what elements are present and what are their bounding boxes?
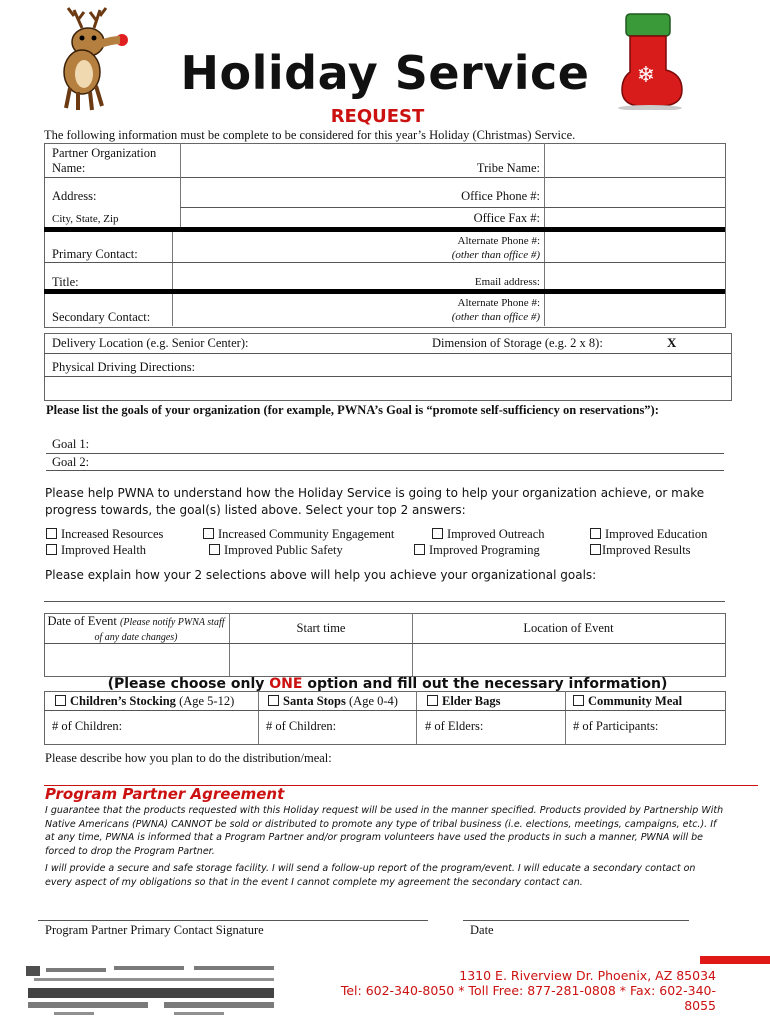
option-improved-results[interactable]: Improved Results <box>590 543 691 558</box>
primary-contact-label: Primary Contact: <box>52 247 138 261</box>
tribe-name-label: Tribe Name: <box>476 161 540 175</box>
num-participants-label: # of Participants: <box>573 719 659 733</box>
signature-field[interactable] <box>38 896 428 919</box>
event-start-field[interactable] <box>230 644 411 674</box>
email-label: Email address: <box>474 276 540 288</box>
option-childrens-stocking[interactable]: Children’s Stocking (Age 5-12) <box>55 694 234 709</box>
event-date-field[interactable] <box>45 644 228 674</box>
option-improved-education[interactable]: Improved Education <box>590 527 707 542</box>
goal1-label: Goal 1: <box>52 437 90 451</box>
intro-text: The following information must be complete to be considered for this year’s Holiday (Christmas) Service. <box>44 128 576 142</box>
option-santa-stops[interactable]: Santa Stops (Age 0-4) <box>268 694 398 709</box>
num-children-stocking-label: # of Children: <box>52 719 123 733</box>
num-elders-label: # of Elders: <box>425 719 484 733</box>
explain-field[interactable] <box>44 585 724 600</box>
checkbox-icon <box>414 544 425 555</box>
option-improved-health[interactable]: Improved Health <box>46 543 146 558</box>
agreement-heading: Program Partner Agreement <box>45 785 285 803</box>
alt-phone-field[interactable] <box>545 233 723 261</box>
option-elder-bags[interactable]: Elder Bags <box>427 694 500 709</box>
email-field[interactable] <box>545 263 723 288</box>
option-improved-safety[interactable]: Improved Public Safety <box>209 543 343 558</box>
storage-x-mark: X <box>667 335 677 350</box>
goal2-label: Goal 2: <box>52 455 90 469</box>
event-location-header: Location of Event <box>523 621 614 635</box>
svg-text:❄: ❄ <box>636 63 656 88</box>
delivery-location-label: Delivery Location (e.g. Senior Center): <box>52 336 249 350</box>
pwna-logo-icon <box>24 962 279 1020</box>
footer-address: 1310 E. Riverview Dr. Phoenix, AZ 85034 Tel: 602-340-8050 * Toll Free: 877-281-0808 * Fax: 602-340- 8055 <box>340 968 716 1013</box>
goals-prompt: Please list the goals of your organization (for example, PWNA’s Goal is “promote self-sufficiency on reservations”): <box>46 403 659 417</box>
driving-directions-field[interactable] <box>45 377 729 398</box>
title-label: Title: <box>52 275 79 289</box>
footer-accent-bar <box>700 956 770 964</box>
signature-label: Program Partner Primary Contact Signature <box>45 923 264 937</box>
driving-directions-label: Physical Driving Directions: <box>52 360 196 374</box>
checkbox-icon <box>46 544 57 555</box>
option-increased-community[interactable]: Increased Community Engagement <box>203 527 394 542</box>
office-phone-field[interactable] <box>545 178 723 206</box>
checkbox-icon <box>573 695 584 706</box>
help-text: Please help PWNA to understand how the Holiday Service is going to help your organization achieve, or make progress towards, the goal(s) listed above. Select your top 2 answers: <box>45 486 705 517</box>
option-improved-programing[interactable]: Improved Programing <box>414 543 540 558</box>
checkbox-icon <box>590 528 601 539</box>
checkbox-icon <box>432 528 443 539</box>
primary-contact-field[interactable] <box>173 233 543 261</box>
checkbox-icon <box>203 528 214 539</box>
goal1-field[interactable] <box>100 436 720 452</box>
option-community-meal[interactable]: Community Meal <box>573 694 682 709</box>
secondary-contact-label: Secondary Contact: <box>52 310 151 324</box>
checkbox-icon <box>209 544 220 555</box>
goal2-field[interactable] <box>100 454 720 470</box>
event-date-header: Date of Event (Please notify PWNA staff of any date changes) <box>47 614 225 643</box>
describe-distribution-label: Please describe how you plan to do the distribution/meal: <box>45 751 332 765</box>
alt-phone2-label: Alternate Phone #: (other than office #) <box>451 297 540 323</box>
checkbox-icon <box>427 695 438 706</box>
option-improved-outreach[interactable]: Improved Outreach <box>432 527 545 542</box>
city-state-zip-label: City, State, Zip <box>52 213 119 225</box>
option-increased-resources[interactable]: Increased Resources <box>46 527 163 542</box>
explain-text: Please explain how your 2 selections above will help you achieve your organizational goals: <box>45 568 597 582</box>
alt-phone-label: Alternate Phone #: (other than office #) <box>451 235 540 261</box>
event-location-field[interactable] <box>413 644 723 674</box>
date-field[interactable] <box>463 896 689 919</box>
tribe-name-field[interactable] <box>545 144 723 176</box>
page-subtitle: REQUEST <box>330 106 425 127</box>
options-heading: (Please choose only ONE option and fill out the necessary information) <box>107 676 668 692</box>
checkbox-icon <box>590 544 601 555</box>
agreement-paragraph-1: I guarantee that the products requested with this Holiday request will be used in the manner specified. Products provided by Partnership With Native Americans (PWNA) CANNOT be sold or distributed to promote any type of tribal business (i.e. elections, meetings, campaigns, etc.). If at any time, PWNA is informed that a Program Partner and/or program volunteers have used the products in such a manner, PWNA will be forced to drop the Program Partner. <box>45 805 724 857</box>
date-label: Date <box>470 923 494 937</box>
num-children-santa-label: # of Children: <box>266 719 337 733</box>
address-label: Address: <box>52 189 97 203</box>
agreement-paragraph-2: I will provide a secure and safe storage facility. I will send a follow-up report of the program/event. I will educate a secondary contact on every aspect of my obligations so that in the event I cannot complete my agreement the secondary contact can. <box>45 863 696 888</box>
page-title: Holiday Service <box>180 46 590 100</box>
secondary-contact-field[interactable] <box>173 295 543 325</box>
checkbox-icon <box>55 695 66 706</box>
office-phone-label: Office Phone #: <box>461 189 540 203</box>
partner-org-label: Partner Organization Name: <box>52 146 157 175</box>
checkbox-icon <box>46 528 57 539</box>
event-start-header: Start time <box>296 621 346 635</box>
storage-dimension-label: Dimension of Storage (e.g. 2 x 8): <box>432 336 603 350</box>
office-fax-label: Office Fax #: <box>473 211 540 225</box>
checkbox-icon <box>268 695 279 706</box>
